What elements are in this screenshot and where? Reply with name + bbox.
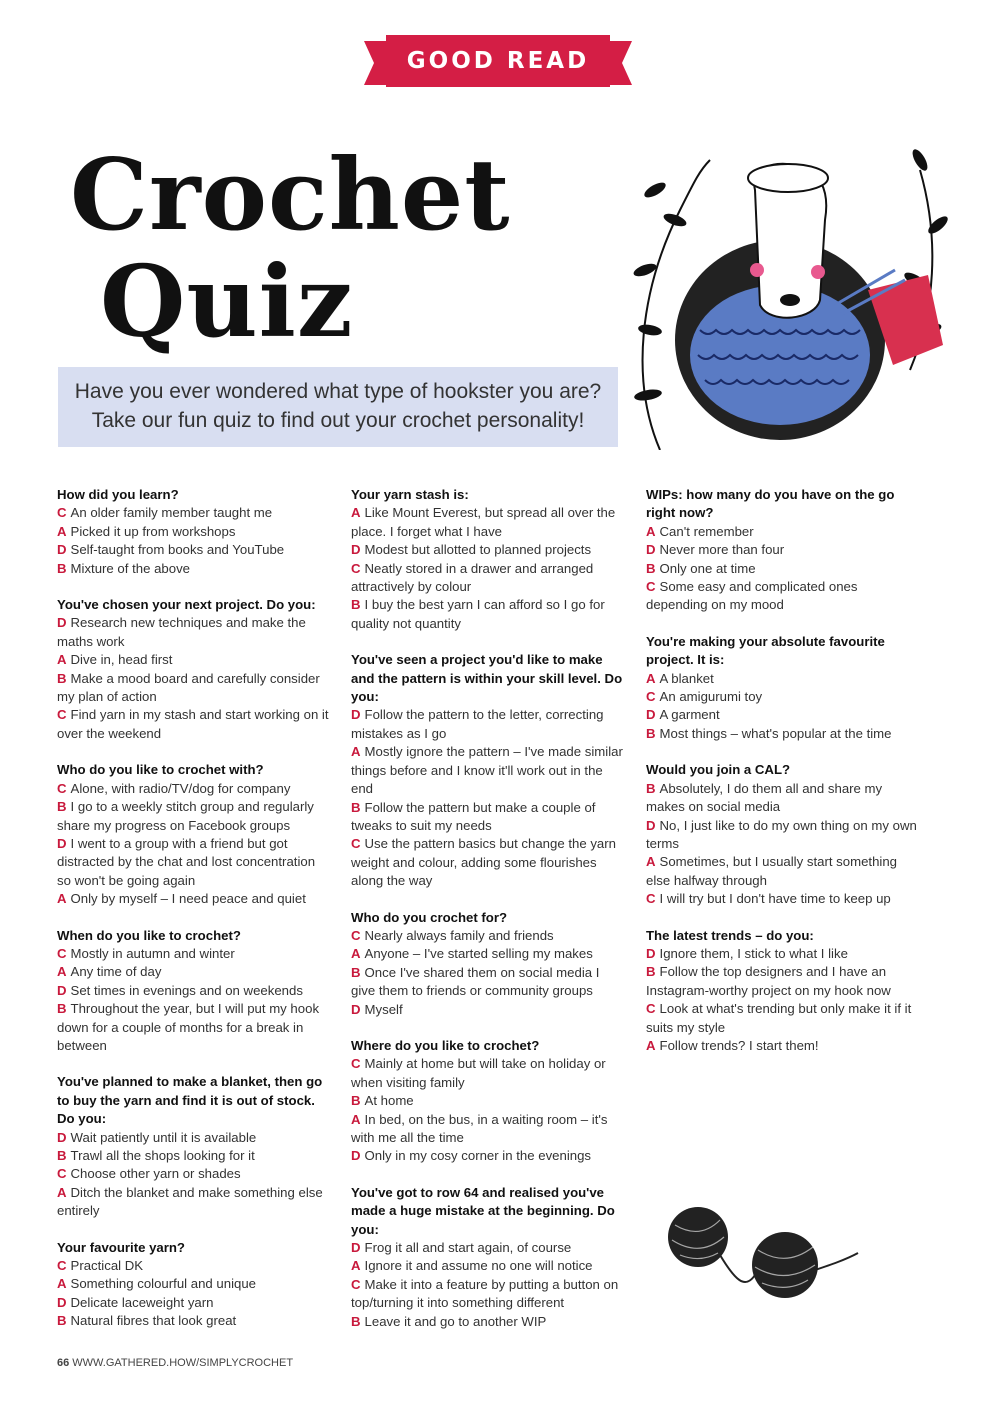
answer-text: Ignore them, I stick to what I like <box>659 945 848 961</box>
answer-letter: B <box>646 780 656 796</box>
answer-option <box>351 1111 623 1148</box>
question-block <box>57 596 329 743</box>
answer-text: Anyone – I've started selling my makes <box>364 946 593 962</box>
answer-text: I went to a group with a friend but got distracted by the chat and lost concentration so won't be going again <box>57 835 316 888</box>
answer-letter: B <box>57 1313 67 1329</box>
answer-letter: C <box>351 1276 361 1292</box>
answer-text: Leave it and go to another WIP <box>364 1313 547 1329</box>
answer-option <box>351 799 623 836</box>
answer-option <box>57 798 329 835</box>
answer-option <box>57 1312 329 1330</box>
answer-text: Look at what's trending but only make it if it suits my style <box>646 1001 912 1035</box>
answer-letter: C <box>351 560 361 576</box>
answer-option <box>646 541 918 559</box>
answer-letter: C <box>57 1258 67 1274</box>
answer-option <box>57 560 329 578</box>
answer-option <box>646 1037 918 1055</box>
answer-text: Follow the top designers and I have an Instagram-worthy project on my hook now <box>646 964 891 998</box>
answer-letter: D <box>351 707 361 723</box>
answer-letter: D <box>351 1148 361 1164</box>
question-text: You've seen a project you'd like to make and the pattern is within your skill level. Do you: <box>351 652 623 705</box>
answer-letter: D <box>351 1001 361 1017</box>
question-text: Your favourite yarn? <box>57 1239 185 1255</box>
quiz-column-1 <box>57 486 329 1349</box>
question-block <box>57 1239 329 1331</box>
answer-text: Find yarn in my stash and start working on it over the weekend <box>57 707 329 741</box>
answer-option <box>646 780 918 817</box>
answer-text: Sometimes, but I usually start something else halfway through <box>646 854 898 888</box>
question-text: Would you join a CAL? <box>646 762 791 778</box>
answer-option <box>351 706 623 743</box>
answer-text: Mostly ignore the pattern – I've made similar things before and I know it'll work out in the end <box>351 744 623 797</box>
question-block <box>351 1184 623 1331</box>
answer-letter: C <box>646 579 656 595</box>
quiz-column-3 <box>646 486 918 1073</box>
answer-letter: C <box>351 836 361 852</box>
answer-option <box>646 578 918 615</box>
answer-text: No, I just like to do my own thing on my own terms <box>646 817 917 851</box>
answer-option <box>57 780 329 798</box>
intro-box <box>58 367 618 447</box>
answer-option <box>646 853 918 890</box>
answer-text: Ditch the blanket and make something else entirely <box>57 1184 323 1219</box>
answer-text: Only by myself – I need peace and quiet <box>70 891 306 907</box>
question-block <box>57 1073 329 1220</box>
question-block <box>646 633 918 743</box>
answer-text: Neatly stored in a drawer and arranged attractively by colour <box>351 560 594 595</box>
answer-option <box>57 890 329 908</box>
answer-letter: A <box>646 670 656 686</box>
answer-letter: C <box>57 505 67 521</box>
answer-text: Once I've shared them on social media I give them to friends or community groups <box>351 964 600 999</box>
answer-letter: A <box>57 523 67 539</box>
question-block <box>351 651 623 890</box>
answer-text: Follow the pattern but make a couple of tweaks to suit my needs <box>351 799 596 833</box>
answer-text: Use the pattern basics but change the yarn weight and colour, adding some flourishes along the way <box>351 836 616 889</box>
answer-letter: A <box>351 744 361 760</box>
answer-text: Ignore it and assume no one will notice <box>364 1258 593 1274</box>
question-text: Who do you like to crochet with? <box>57 762 264 778</box>
answer-letter: D <box>57 615 67 631</box>
answer-option <box>57 670 329 707</box>
question-block <box>57 761 329 908</box>
answer-option <box>351 1001 623 1019</box>
answer-option <box>57 1257 329 1275</box>
answer-option <box>57 706 329 743</box>
answer-letter: A <box>351 946 361 962</box>
answer-text: Practical DK <box>70 1258 144 1274</box>
answer-text: Follow the pattern to the letter, correcting mistakes as I go <box>351 707 604 741</box>
answer-text: Any time of day <box>70 964 162 980</box>
answer-letter: D <box>57 982 67 998</box>
answer-text: Absolutely, I do them all and share my makes on social media <box>646 780 883 815</box>
answer-text: I buy the best yarn I can afford so I go for quality not quantity <box>351 597 605 631</box>
question-text: You're making your absolute favourite project. It is: <box>646 633 885 668</box>
answer-letter: A <box>57 1276 67 1292</box>
answer-letter: B <box>57 670 67 686</box>
answer-text: Most things – what's popular at the time <box>659 725 892 741</box>
answer-text: Something colourful and unique <box>70 1276 257 1292</box>
answer-letter: A <box>351 1111 361 1127</box>
answer-option <box>57 523 329 541</box>
answer-option <box>351 1313 623 1331</box>
answer-letter: C <box>351 1056 361 1072</box>
answer-option <box>646 1000 918 1037</box>
question-block <box>646 927 918 1056</box>
answer-letter: A <box>57 1184 67 1200</box>
answer-text: Mainly at home but will take on holiday or when visiting family <box>351 1056 606 1090</box>
answer-letter: A <box>57 891 67 907</box>
answer-text: A blanket <box>659 670 714 686</box>
answer-text: Like Mount Everest, but spread all over the place. I forget what I have <box>351 505 616 539</box>
answer-text: Alone, with radio/TV/dog for company <box>70 780 291 796</box>
answer-text: Modest but allotted to planned projects <box>364 542 592 558</box>
answer-text: Set times in evenings and on weekends <box>70 982 303 998</box>
answer-text: An older family member taught me <box>70 505 273 521</box>
answer-option <box>351 1239 623 1257</box>
answer-letter: A <box>646 854 656 870</box>
answer-option <box>57 1184 329 1221</box>
answer-text: In bed, on the bus, in a waiting room – it's with me all the time <box>351 1111 608 1145</box>
answer-option <box>57 1294 329 1312</box>
question-text: The latest trends – do you: <box>646 927 814 943</box>
section-banner <box>364 35 632 87</box>
question-block <box>57 927 329 1056</box>
answer-letter: B <box>57 560 67 576</box>
answer-option <box>57 835 329 890</box>
answer-letter: C <box>646 891 656 907</box>
answer-text: An amigurumi toy <box>659 689 763 705</box>
answer-option <box>57 651 329 669</box>
question-block <box>646 486 918 615</box>
question-block <box>351 486 623 633</box>
answer-letter: D <box>57 835 67 851</box>
answer-text: Throughout the year, but I will put my hook down for a couple of months for a break in between <box>57 1001 320 1053</box>
answer-text: I will try but I don't have time to keep up <box>659 891 891 907</box>
answer-text: Wait patiently until it is available <box>70 1129 257 1145</box>
sheep-knitting-illustration <box>620 130 960 450</box>
answer-letter: A <box>646 523 656 539</box>
answer-letter: A <box>351 505 361 521</box>
answer-letter: A <box>57 964 67 980</box>
answer-letter: B <box>57 799 67 815</box>
answer-letter: A <box>57 652 67 668</box>
answer-text: Never more than four <box>659 542 785 558</box>
answer-option <box>646 670 918 688</box>
answer-option <box>351 596 623 633</box>
answer-text: At home <box>364 1093 414 1109</box>
question-block <box>351 909 623 1019</box>
question-block <box>351 1037 623 1166</box>
answer-option <box>646 560 918 578</box>
answer-letter: C <box>646 1001 656 1017</box>
answer-letter: D <box>57 542 67 558</box>
answer-option <box>57 982 329 1000</box>
answer-text: Choose other yarn or shades <box>70 1166 241 1182</box>
answer-text: Mostly in autumn and winter <box>70 945 235 961</box>
answer-text: Mixture of the above <box>70 560 191 576</box>
answer-option <box>351 541 623 559</box>
answer-option <box>57 1165 329 1183</box>
answer-letter: B <box>351 964 361 980</box>
answer-letter: B <box>351 597 361 613</box>
answer-option <box>351 1276 623 1313</box>
intro-line1: Have you ever wondered what type of hookster you are? <box>74 380 602 403</box>
answer-option <box>646 523 918 541</box>
page-footer <box>57 1357 293 1369</box>
answer-option <box>57 504 329 522</box>
answer-letter: B <box>57 1148 67 1163</box>
answer-option <box>57 541 329 559</box>
answer-option <box>57 963 329 981</box>
question-text: Where do you like to crochet? <box>351 1037 540 1053</box>
answer-text: A garment <box>659 707 720 723</box>
answer-letter: A <box>646 1037 656 1053</box>
page-title-line1: Crochet <box>70 138 511 253</box>
answer-text: Make it into a feature by putting a button on top/turning it into something different <box>351 1276 619 1311</box>
answer-letter: C <box>351 927 361 943</box>
answer-letter: D <box>57 1294 67 1310</box>
question-text: Your yarn stash is: <box>351 487 469 502</box>
answer-text: Picked it up from workshops <box>70 523 236 539</box>
answer-option <box>646 890 918 908</box>
answer-option <box>351 964 623 1001</box>
answer-text: Natural fibres that look great <box>70 1313 237 1329</box>
answer-option <box>351 1147 623 1165</box>
answer-option <box>57 1275 329 1293</box>
answer-text: Dive in, head first <box>70 652 173 668</box>
answer-letter: C <box>57 707 67 723</box>
answer-text: Follow trends? I start them! <box>659 1037 819 1053</box>
answer-letter: B <box>57 1001 67 1017</box>
answer-text: Research new techniques and make the maths work <box>57 615 306 649</box>
answer-option <box>351 945 623 963</box>
answer-option <box>57 614 329 651</box>
answer-text: Make a mood board and carefully consider my plan of action <box>57 670 320 705</box>
answer-option <box>646 817 918 854</box>
banner-label: GOOD READ <box>406 48 590 74</box>
answer-letter: C <box>57 780 67 796</box>
answer-letter: D <box>646 542 656 558</box>
answer-text: Delicate laceweight yarn <box>70 1294 214 1310</box>
answer-letter: B <box>646 725 656 741</box>
answer-option <box>646 706 918 724</box>
quiz-column-2 <box>351 486 623 1349</box>
question-block <box>57 486 329 578</box>
answer-letter: D <box>646 945 656 961</box>
answer-text: Frog it all and start again, of course <box>364 1240 572 1256</box>
intro-line2: Take our fun quiz to find out your crochet personality! <box>91 409 585 432</box>
answer-letter: D <box>351 542 361 558</box>
answer-option <box>351 743 623 798</box>
question-text: How did you learn? <box>57 487 179 502</box>
question-text: You've planned to make a blanket, then go to buy the yarn and find it is out of stock. Do you: <box>57 1074 323 1127</box>
answer-option <box>351 927 623 945</box>
answer-option <box>57 945 329 963</box>
answer-letter: B <box>646 964 656 980</box>
answer-option <box>646 725 918 743</box>
question-text: You've chosen your next project. Do you: <box>57 597 316 613</box>
answer-option <box>351 560 623 597</box>
answer-letter: D <box>351 1240 361 1256</box>
answer-letter: B <box>351 799 361 815</box>
answer-text: Some easy and complicated ones depending on my mood <box>646 579 858 613</box>
page-title-line2: Quiz <box>100 245 354 360</box>
answer-option <box>351 1092 623 1110</box>
answer-text: Only in my cosy corner in the evenings <box>364 1148 592 1164</box>
answer-option <box>351 504 623 541</box>
answer-letter: D <box>57 1129 67 1145</box>
answer-letter: C <box>57 945 67 961</box>
answer-option <box>57 1000 329 1055</box>
yarn-balls-illustration <box>660 1195 860 1305</box>
question-text: You've got to row 64 and realised you've made a huge mistake at the beginning. Do you: <box>351 1184 615 1237</box>
answer-text: Trawl all the shops looking for it <box>70 1148 255 1163</box>
answer-letter: A <box>351 1258 361 1274</box>
question-text: When do you like to crochet? <box>57 927 241 943</box>
answer-text: Can't remember <box>659 523 754 539</box>
question-block <box>646 761 918 908</box>
answer-option <box>57 1147 329 1165</box>
answer-letter: C <box>57 1166 67 1182</box>
answer-option <box>351 835 623 890</box>
question-text: Who do you crochet for? <box>351 909 508 925</box>
footer-url[interactable]: WWW.GATHERED.HOW/SIMPLYCROCHET <box>72 1357 294 1369</box>
answer-option <box>646 963 918 1000</box>
answer-letter: D <box>646 817 656 833</box>
answer-text: Self-taught from books and YouTube <box>70 542 285 558</box>
page-number: 66 <box>57 1357 70 1369</box>
answer-letter: B <box>646 560 656 576</box>
answer-option <box>646 688 918 706</box>
answer-text: Myself <box>364 1001 403 1017</box>
answer-letter: B <box>351 1093 361 1109</box>
answer-option <box>351 1257 623 1275</box>
answer-text: Only one at time <box>659 560 756 576</box>
answer-letter: D <box>646 707 656 723</box>
answer-letter: B <box>351 1313 361 1329</box>
answer-option <box>646 945 918 963</box>
answer-option <box>351 1055 623 1092</box>
answer-option <box>57 1129 329 1147</box>
answer-text: I go to a weekly stitch group and regularly share my progress on Facebook groups <box>57 799 314 833</box>
answer-letter: C <box>646 689 656 705</box>
question-text: WIPs: how many do you have on the go right now? <box>646 487 895 521</box>
answer-text: Nearly always family and friends <box>364 927 554 943</box>
